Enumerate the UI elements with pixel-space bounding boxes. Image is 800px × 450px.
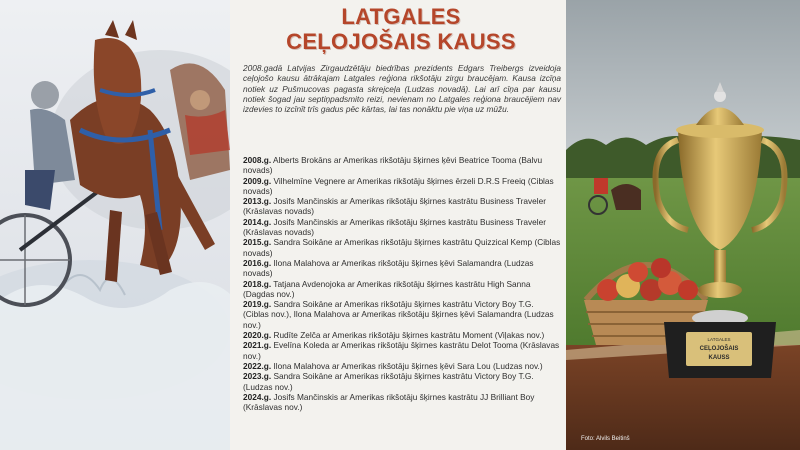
watercolor-painting [0,0,236,450]
winner-entry: 2024.g. Josifs Mančinskis ar Amerikas rikšotāju šķirnes kastrātu JJ Brilliant Boy (Krāslavas nov.) [243,391,535,413]
winner-entry: 2009.g. Vilhelmīne Vegnere ar Amerikas rikšotāju šķirnes ērzeli D.R.S Freeiq (Ciblas novads) [243,175,554,196]
winner-entry: 2023.g. Sandra Soikāne ar Amerikas rikšotāju šķirnes kastrātu Victory Boy T.G. (Ludzas nov.) [243,371,534,392]
winner-entry: 2016.g. Ilona Malahova ar Amerikas rikšotāju šķirnes ķēvi Salamandra (Ludzas novads) [243,257,534,279]
winner-entry: 2021.g. Evelīna Koleda ar Amerikas rikšotāju šķirnes kastrātu Delot Tooma (Krāslavas nov.) [243,340,560,361]
plaque-line-1: LATGALES [707,337,731,342]
winner-entry: 2013.g. Josifs Mančinskis ar Amerikas rikšotāju šķirnes kastrātu Business Traveler (Krāslavas novads) [243,196,546,217]
plaque-line-2: CEĻOJOŠAIS [699,346,739,352]
photo-caption: Foto: Alvils Beitinš [581,436,630,442]
winner-entry: 2019.g. Sandra Soikāne ar Amerikas rikšotāju šķirnes kastrātu Victory Boy T.G. (Ciblas nov.), Ilona Malahova ar Amerikas rikšotāju šķirnes ķēvi Salamandra (Ludzas nov.) [243,299,554,330]
title-line-1: LATGALES [341,4,461,29]
page-title [236,4,566,54]
torn-edge-left [225,0,239,450]
winner-entry: 2022.g. Ilona Malahova ar Amerikas rikšotāju šķirnes ķēvi Sara Lou (Ludzas nov.) [243,360,543,371]
trophy-photo [566,0,800,450]
winner-entry: 2015.g. Sandra Soikāne ar Amerikas rikšotāju šķirnes kastrātu Quizzical Kemp (Ciblas novads) [243,237,561,258]
winner-entry: 2018.g. Tatjana Avdenojoka ar Amerikas rikšotāju šķirnes kastrātu High Sanna (Dagdas nov.) [243,278,531,299]
title-line-2: CEĻOJOŠAIS KAUSS [286,29,516,54]
winner-entry: 2014.g. Josifs Mančinskis ar Amerikas rikšotāju šķirnes kastrātu Business Traveler (Krāslavas novads) [243,216,546,238]
plaque-line-3: KAUSS [708,355,730,361]
intro-paragraph: 2008.gadā Latvijas Zirgaudzētāju biedrības prezidents Edgars Treibergs izveidoja ceļojošo kausu ātrākajam Latgales reģiona rikšotāju zirgu braucējam. Kausa izcīņa notiek uz Pušmucovas pagasta skrejceļa (Ludzas novadā). Lai arī cīņa par kausu notiek šogad jau septiņpadsmito reizi, nevienam no Latgales reģiona braucējiem nav izdevies to izcīnīt trīs gadus pēc kārtas, lai tas nonāktu pie viņa uz mūžu. [243,63,561,115]
winner-entry: 2020.g. Rudīte Zelča ar Amerikas rikšotāju šķirnes kastrātu Moment (Viļakas nov.) [243,330,545,341]
winners-list [243,155,561,412]
winner-entry: 2008.g. Alberts Brokāns ar Amerikas rikšotāju šķirnes ķēvi Beatrice Tooma (Balvu novads) [243,155,543,176]
